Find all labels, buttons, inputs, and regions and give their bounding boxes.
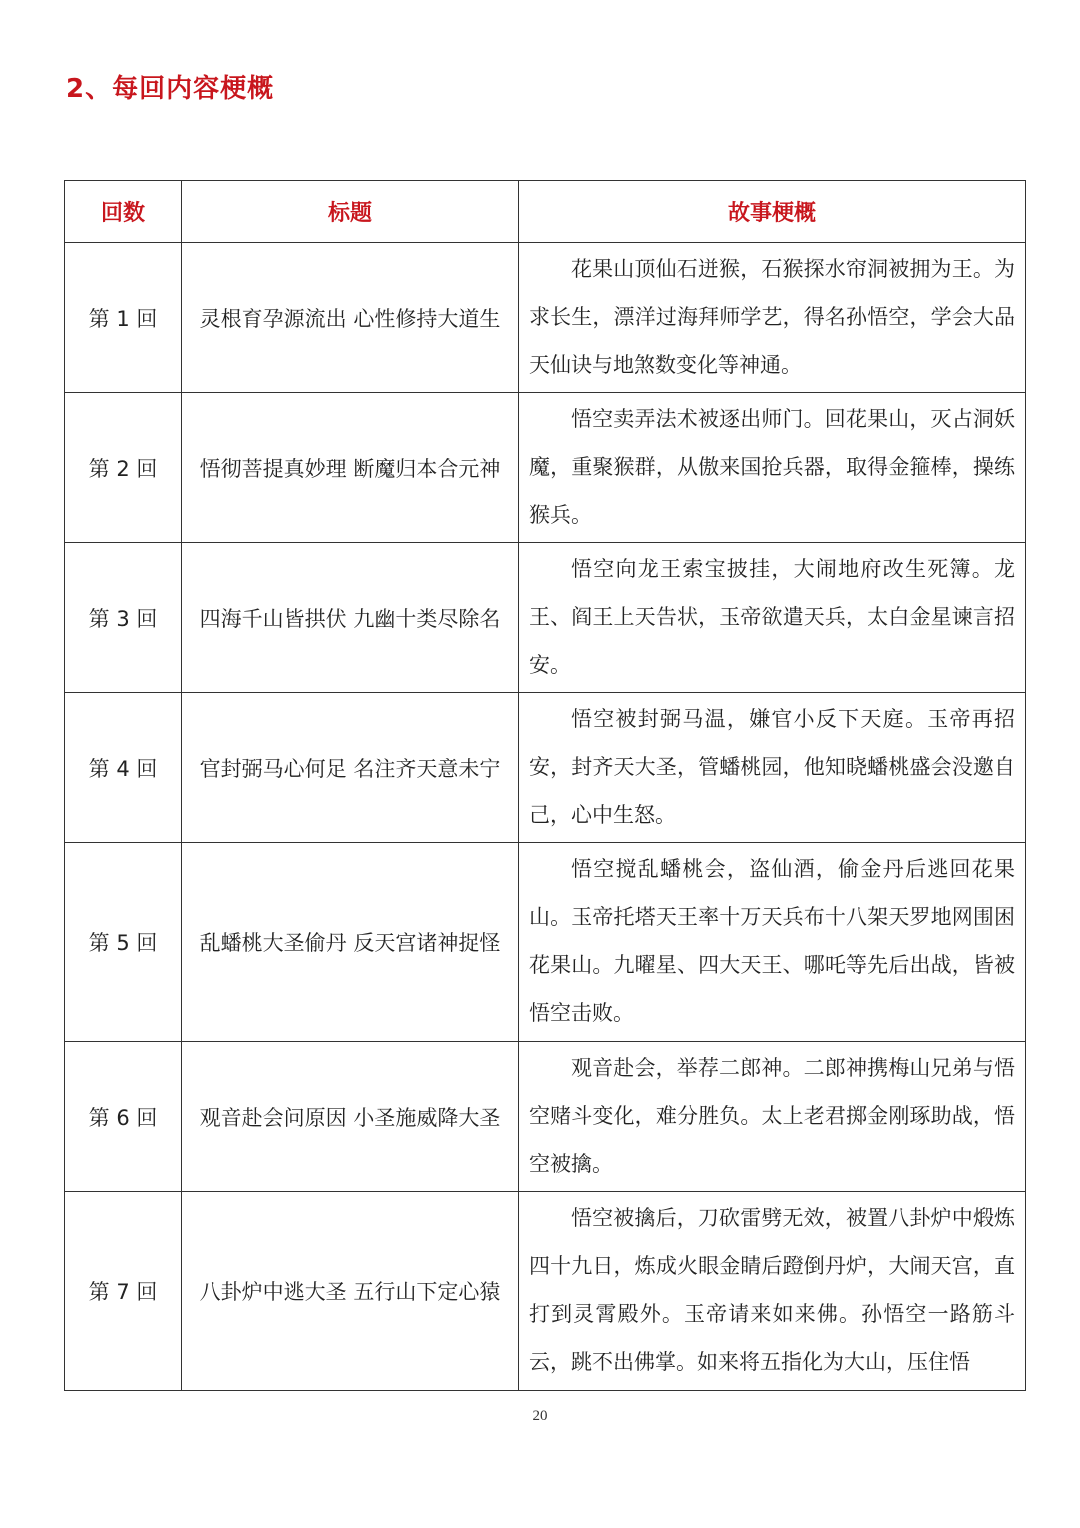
chapter-summary: 悟空搅乱蟠桃会，盗仙酒，偷金丹后逃回花果山。玉帝托塔天王率十万天兵布十八架天罗地网围困花果山。九曜星、四大天王、哪吒等先后出战，皆被悟空击败。 xyxy=(519,843,1026,1042)
chapter-summary-table xyxy=(64,180,1026,1391)
header-title: 标题 xyxy=(182,181,519,243)
chapter-summary: 观音赴会，举荐二郎神。二郎神携梅山兄弟与悟空赌斗变化，难分胜负。太上老君掷金刚琢助战，悟空被擒。 xyxy=(519,1042,1026,1192)
table-row xyxy=(65,1192,1026,1391)
header-summary: 故事梗概 xyxy=(519,181,1026,243)
table-header-row xyxy=(65,181,1026,243)
section-title: 2、每回内容梗概 xyxy=(66,74,275,104)
chapter-summary: 悟空卖弄法术被逐出师门。回花果山，灭占洞妖魔，重聚猴群，从傲来国抢兵器，取得金箍棒，操练猴兵。 xyxy=(519,393,1026,543)
table-row xyxy=(65,543,1026,693)
chapter-summary-cell xyxy=(519,1192,1026,1391)
chapter-title: 灵根育孕源流出 心性修持大道生 xyxy=(182,243,519,393)
chapter-summary: 悟空被封弼马温，嫌官小反下天庭。玉帝再招安，封齐天大圣，管蟠桃园，他知晓蟠桃盛会没邀自己，心中生怒。 xyxy=(519,693,1026,843)
table-row xyxy=(65,693,1026,843)
chapter-summary: 悟空被擒后，刀砍雷劈无效，被置八卦炉中煅炼四十九日，炼成火眼金睛后蹬倒丹炉，大闹天宫，直打到灵霄殿外。玉帝请来如来佛。孙悟空一路筋斗云，跳不出佛掌。如来将五指化为大山，压住悟 xyxy=(529,1206,1015,1374)
chapter-summary: 花果山顶仙石迸猴，石猴探水帘洞被拥为王。为求长生，漂洋过海拜师学艺，得名孙悟空，学会大品天仙诀与地煞数变化等神通。 xyxy=(519,243,1026,393)
table-row xyxy=(65,393,1026,543)
chapter-summary: 悟空向龙王索宝披挂，大闹地府改生死簿。龙王、阎王上天告状，玉帝欲遣天兵，太白金星谏言招安。 xyxy=(519,543,1026,693)
table-row xyxy=(65,243,1026,393)
chapter-title: 官封弼马心何足 名注齐天意未宁 xyxy=(182,693,519,843)
chapter-number: 第 4 回 xyxy=(65,693,182,843)
chapter-title: 乱蟠桃大圣偷丹 反天宫诸神捉怪 xyxy=(182,843,519,1042)
chapter-title: 八卦炉中逃大圣 五行山下定心猿 xyxy=(182,1192,519,1391)
chapter-number: 第 1 回 xyxy=(65,243,182,393)
chapter-number: 第 7 回 xyxy=(65,1192,182,1391)
chapter-title: 四海千山皆拱伏 九幽十类尽除名 xyxy=(182,543,519,693)
header-chapter: 回数 xyxy=(65,181,182,243)
page-number: 20 xyxy=(532,1408,548,1424)
table-row xyxy=(65,843,1026,1042)
chapter-number: 第 2 回 xyxy=(65,393,182,543)
chapter-number: 第 6 回 xyxy=(65,1042,182,1192)
chapter-title: 观音赴会问原因 小圣施威降大圣 xyxy=(182,1042,519,1192)
table-row xyxy=(65,1042,1026,1192)
chapter-title: 悟彻菩提真妙理 断魔归本合元神 xyxy=(182,393,519,543)
chapter-number: 第 5 回 xyxy=(65,843,182,1042)
chapter-number: 第 3 回 xyxy=(65,543,182,693)
